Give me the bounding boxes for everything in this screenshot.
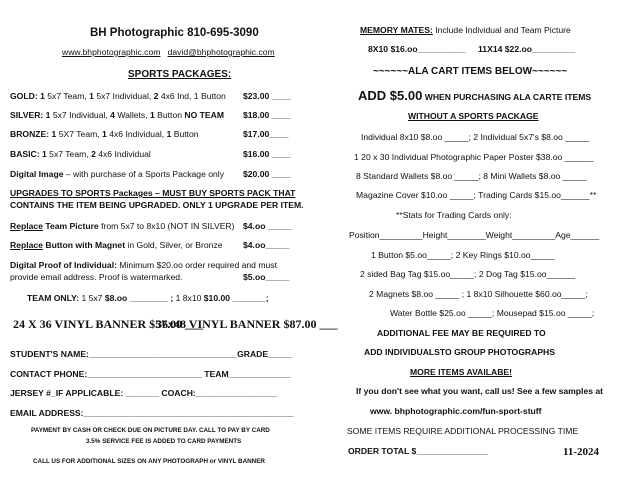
memory-mates-8x10[interactable]: 8X10 $16.oo__________ bbox=[368, 44, 466, 54]
website-link[interactable]: www.bhphotographic.com bbox=[62, 47, 161, 57]
digital-image-price[interactable]: $20.00 ____ bbox=[243, 169, 291, 179]
silver-price[interactable]: $18.00 ____ bbox=[243, 110, 291, 120]
payment-line-1: PAYMENT BY CASH OR CHECK DUE ON PICTURE DAY. CALL TO PAY BY CARD bbox=[31, 427, 270, 434]
ala-cart-heading: ~~~~~~ALA CART ITEMS BELOW~~~~~~ bbox=[373, 66, 568, 77]
replace-button-line: Replace Button with Magnet in Gold, Silver, or Bronze bbox=[10, 240, 223, 250]
gold-label: GOLD: bbox=[10, 91, 38, 101]
ala-carte-item-7[interactable]: 2 Magnets $8.oo _____ ; 1 8x10 Silhouette $60.oo_____; bbox=[369, 289, 588, 299]
without-sports-package: WITHOUT A SPORTS PACKAGE bbox=[408, 111, 539, 121]
ala-carte-item-6[interactable]: 2 sided Bag Tag $15.oo_____; 2 Dog Tag $15.oo______ bbox=[360, 269, 576, 279]
add-individuals-line: ADD INDIVIDUALSTO GROUP PHOTOGRAPHS bbox=[364, 347, 555, 357]
ala-carte-item-4[interactable]: Magazine Cover $10.oo _____; Trading Cards $15.oo______** bbox=[356, 190, 597, 200]
call-us-line: CALL US FOR ADDITIONAL SIZES ON ANY PHOTOGRAPH or VINYL BANNER bbox=[33, 458, 265, 465]
contact-phone-field[interactable]: CONTACT PHONE:________________________ TEAM_____________ bbox=[10, 369, 291, 379]
digital-image-package: Digital Image – with purchase of a Sports Package only bbox=[10, 169, 224, 179]
gold-package: GOLD: 1 5x7 Team, 1 5x7 Individual, 2 4x6 Ind, 1 Button bbox=[10, 91, 226, 101]
team-only-line: TEAM ONLY: 1 5x7 $8.oo ________ ; 1 8x10 $10.00 _______; bbox=[27, 293, 269, 303]
bronze-package: BRONZE: 1 5X7 Team, 1 4x6 Individual, 1 Button bbox=[10, 129, 199, 139]
trading-card-stats-fields[interactable]: Position_________Height________Weight_________Age______ bbox=[349, 230, 600, 240]
ala-carte-item-1[interactable]: Individual 8x10 $8.oo _____; 2 Individual 5x7's $8.oo _____ bbox=[361, 132, 590, 142]
replace-button-price[interactable]: $4.oo_____ bbox=[243, 240, 290, 250]
ala-carte-item-2[interactable]: 1 20 x 30 Individual Photographic Paper Poster $38.oo ______ bbox=[354, 152, 594, 162]
order-total-field[interactable]: ORDER TOTAL $_______________ bbox=[348, 446, 488, 456]
ala-carte-item-3[interactable]: 8 Standard Wallets $8.oo _____; 8 Mini Wallets $8.oo _____ bbox=[356, 171, 587, 181]
digital-proof-line-2: provide email address. Proof is watermarked. bbox=[10, 272, 183, 282]
digital-proof-line-1: Digital Proof of Individual: Minimum $20.oo order required and must bbox=[10, 260, 277, 270]
email-link[interactable]: david@bhphotographic.com bbox=[167, 47, 275, 57]
email-address-field[interactable]: EMAIL ADDRESS:____________________________________________ bbox=[10, 408, 294, 418]
add-five-line: ADD $5.00 WHEN PURCHASING ALA CARTE ITEMS bbox=[358, 88, 592, 103]
basic-package: BASIC: 1 5x7 Team, 2 4x6 Individual bbox=[10, 149, 151, 159]
payment-line-2: 3.5% SERVICE FEE IS ADDED TO CARD PAYMENTS bbox=[86, 438, 242, 445]
trading-card-stats-note: **Stats for Trading Cards only: bbox=[396, 210, 512, 220]
upgrades-line-1: UPGRADES TO SPORTS Packages – MUST BUY SPORTS PACK THAT bbox=[10, 188, 296, 198]
jersey-coach-field[interactable]: JERSEY #_IF APPLICABLE: _______ COACH:_________________ bbox=[10, 388, 278, 398]
memory-mates-line: MEMORY MATES: Include Individual and Team Picture bbox=[360, 25, 571, 35]
student-name-field[interactable]: STUDENT'S NAME:_______________________________GRADE_____ bbox=[10, 349, 293, 359]
silver-package: SILVER: 1 5x7 Individual, 4 Wallets, 1 Button NO TEAM bbox=[10, 110, 225, 120]
date-code: 11-2024 bbox=[563, 446, 600, 458]
processing-time-note: SOME ITEMS REQUIRE ADDITIONAL PROCESSING TIME bbox=[347, 426, 579, 436]
bronze-price[interactable]: $17.00____ bbox=[243, 129, 289, 139]
bronze-label: BRONZE: bbox=[10, 129, 50, 139]
if-you-dont-see-line: If you don't see what you want, call us! See a few samples at bbox=[356, 386, 604, 396]
digital-proof-price[interactable]: $5.oo_____ bbox=[243, 272, 290, 282]
more-items-available: MORE ITEMS AVAILABE! bbox=[410, 367, 513, 377]
banner-36x48[interactable]: 36x48 VINYL BANNER $87.00 ___ bbox=[156, 317, 338, 331]
memory-mates-11x14[interactable]: 11X14 $22.oo_________ bbox=[478, 44, 576, 54]
additional-fee-line: ADDITIONAL FEE MAY BE REQUIRED TO bbox=[377, 328, 546, 338]
sports-packages-heading: SPORTS PACKAGES: bbox=[128, 69, 232, 80]
gold-price[interactable]: $23.00 ____ bbox=[243, 91, 291, 101]
business-title: BH Photographic 810-695-3090 bbox=[90, 27, 259, 39]
banner-24x36[interactable]: 24 X 36 VINYL BANNER $57.00 ___ bbox=[13, 317, 204, 331]
contact-links bbox=[62, 48, 275, 57]
replace-team-price[interactable]: $4.oo _____ bbox=[243, 221, 292, 231]
silver-label: SILVER: bbox=[10, 110, 44, 120]
replace-team-line: Replace Team Picture from 5x7 to 8x10 (NOT IN SILVER) bbox=[10, 221, 235, 231]
basic-price[interactable]: $16.00 ____ bbox=[243, 149, 291, 159]
basic-label: BASIC: bbox=[10, 149, 40, 159]
ala-carte-item-8[interactable]: Water Bottle $25.oo _____; Mousepad $15.oo _____; bbox=[390, 308, 595, 318]
ala-carte-item-5[interactable]: 1 Button $5.oo_____; 2 Key Rings $10.oo_____ bbox=[371, 250, 555, 260]
samples-url-link[interactable]: www. bhphotographic.com/fun-sport-stuff bbox=[370, 406, 542, 416]
upgrades-line-2: CONTAINS THE ITEM BEING UPGRADED. ONLY 1 UPGRADE PER ITEM. bbox=[10, 200, 304, 210]
